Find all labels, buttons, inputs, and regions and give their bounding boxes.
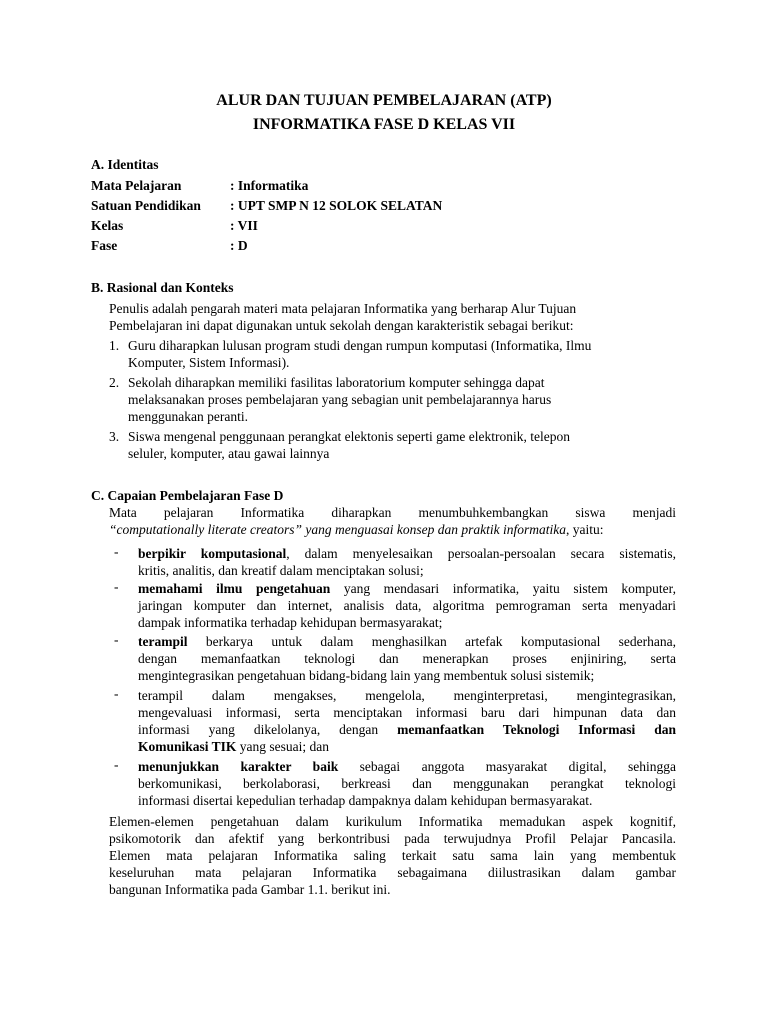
text-fragment: informasi yang dikelolanya, dengan	[138, 722, 398, 737]
text-line: Komputer, Sistem Informasi).	[128, 355, 290, 370]
section-c-intro	[109, 504, 676, 538]
text-line: berkomunikasi, berkolaborasi, berkreasi dan menggunakan perangkat teknologi	[138, 776, 676, 791]
bullet-dash: -	[114, 757, 119, 772]
bullet-dash: -	[114, 686, 119, 701]
italic-phrase: “computationally literate creators” yang menguasai konsep dan praktik informatika	[109, 522, 566, 537]
text-line: dampak informatika terhadap kehidupan bermasyarakat;	[138, 615, 443, 630]
text-line: jaringan komputer dan internet, analisis data, algoritma pemrograman serta menyadari	[138, 598, 676, 613]
text-line	[138, 633, 676, 650]
text-fragment: , dalam menyelesaikan persoalan-persoalan secara sistematis,	[286, 546, 676, 561]
document-subtitle: INFORMATIKA FASE D KELAS VII	[252, 116, 516, 133]
identity-value: : UPT SMP N 12 SOLOK SELATAN	[230, 198, 443, 213]
text-fragment: sebagai anggota masyarakat digital, sehingga	[338, 759, 676, 774]
section-b-heading: B. Rasional dan Konteks	[91, 280, 234, 295]
text-fragment: berkarya untuk dalam menghasilkan artefak komputasional sederhana,	[187, 634, 676, 649]
identity-label: Satuan Pendidikan	[91, 198, 201, 213]
list-number: 3.	[109, 429, 120, 444]
text-line	[138, 758, 676, 775]
text-line: Sekolah diharapkan memiliki fasilitas laboratorium komputer sehingga dapat	[128, 375, 545, 390]
text-line: melaksanakan proses pembelajaran yang sebagian unit pembelajarannya harus	[128, 392, 552, 407]
text-line: informasi disertai kepedulian terhadap dampaknya dalam kehidupan bermasyarakat.	[138, 793, 593, 808]
text-fragment: , yaitu:	[565, 522, 604, 537]
bold-phrase: berpikir komputasional	[138, 546, 287, 561]
list-number: 1.	[109, 338, 120, 353]
text-line: dengan memanfaatkan teknologi dan menerapkan proses enjiniring, serta	[138, 651, 676, 666]
text-line: Mata pelajaran Informatika diharapkan menumbuhkembangkan siswa menjadi	[109, 505, 676, 520]
text-line: Elemen-elemen pengetahuan dalam kurikulum Informatika memadukan aspek kognitif,	[109, 814, 676, 829]
identity-label: Kelas	[91, 218, 124, 233]
text-line	[109, 521, 676, 538]
text-line: psikomotorik dan afektif yang berkontribusi pada terwujudnya Profil Pelajar Pancasila.	[109, 831, 676, 846]
text-line: Penulis adalah pengarah materi mata pelajaran Informatika yang berharap Alur Tujuan	[109, 301, 577, 316]
bold-phrase: Komunikasi TIK	[138, 739, 237, 754]
identity-value: : VII	[230, 218, 258, 233]
text-line: Guru diharapkan lulusan program studi dengan rumpun komputasi (Informatika, Ilmu	[128, 338, 592, 353]
bullet-dash: -	[114, 632, 119, 647]
identity-value: : Informatika	[230, 178, 309, 193]
text-line	[138, 738, 676, 755]
bullet-dash: -	[114, 544, 119, 559]
identity-value: : D	[230, 238, 248, 253]
bold-phrase: menunjukkan karakter baik	[138, 759, 339, 774]
section-c-closing	[109, 813, 676, 898]
text-line	[138, 580, 676, 597]
section-a-heading: A. Identitas	[91, 157, 159, 172]
text-line: Pembelajaran ini dapat digunakan untuk sekolah dengan karakteristik sebagai berikut:	[109, 318, 574, 333]
text-line: bangunan Informatika pada Gambar 1.1. berikut ini.	[109, 882, 391, 897]
section-c-heading: C. Capaian Pembelajaran Fase D	[91, 488, 284, 503]
text-line: Siswa mengenal penggunaan perangkat elektonis seperti game elektronik, telepon	[128, 429, 570, 444]
bold-phrase: memanfaatkan Teknologi Informasi dan	[397, 722, 676, 737]
section-b-intro	[109, 300, 676, 334]
text-line: keseluruhan mata pelajaran Informatika sebagaimana diilustrasikan dalam gambar	[109, 865, 676, 880]
text-line: seluler, komputer, atau gawai lainnya	[128, 446, 330, 461]
text-line: kritis, analitis, dan kreatif dalam menciptakan solusi;	[138, 563, 424, 578]
text-line	[138, 721, 676, 738]
text-fragment: yang sesuai; dan	[236, 739, 330, 754]
bold-phrase: memahami ilmu pengetahuan	[138, 581, 331, 596]
text-line: terampil dalam mengakses, mengelola, menginterpretasi, mengintegrasikan,	[138, 688, 676, 703]
text-line: Elemen mata pelajaran Informatika saling terkait satu sama lain yang membentuk	[109, 848, 676, 863]
list-number: 2.	[109, 375, 120, 390]
document-title: ALUR DAN TUJUAN PEMBELAJARAN (ATP)	[216, 92, 552, 109]
text-fragment: yang mendasari informatika, yaitu sistem komputer,	[330, 581, 677, 596]
identity-label: Fase	[91, 238, 118, 253]
text-line: mengevaluasi informasi, serta menciptakan informasi baru dari himpunan data dan	[138, 705, 676, 720]
text-line: mengintegrasikan pengetahuan bidang-bidang lain yang membentuk solusi sistemik;	[138, 668, 595, 683]
text-line	[138, 545, 676, 562]
bold-phrase: terampil	[138, 634, 188, 649]
text-line: menggunakan peranti.	[128, 409, 248, 424]
bullet-dash: -	[114, 579, 119, 594]
identity-label: Mata Pelajaran	[91, 178, 182, 193]
